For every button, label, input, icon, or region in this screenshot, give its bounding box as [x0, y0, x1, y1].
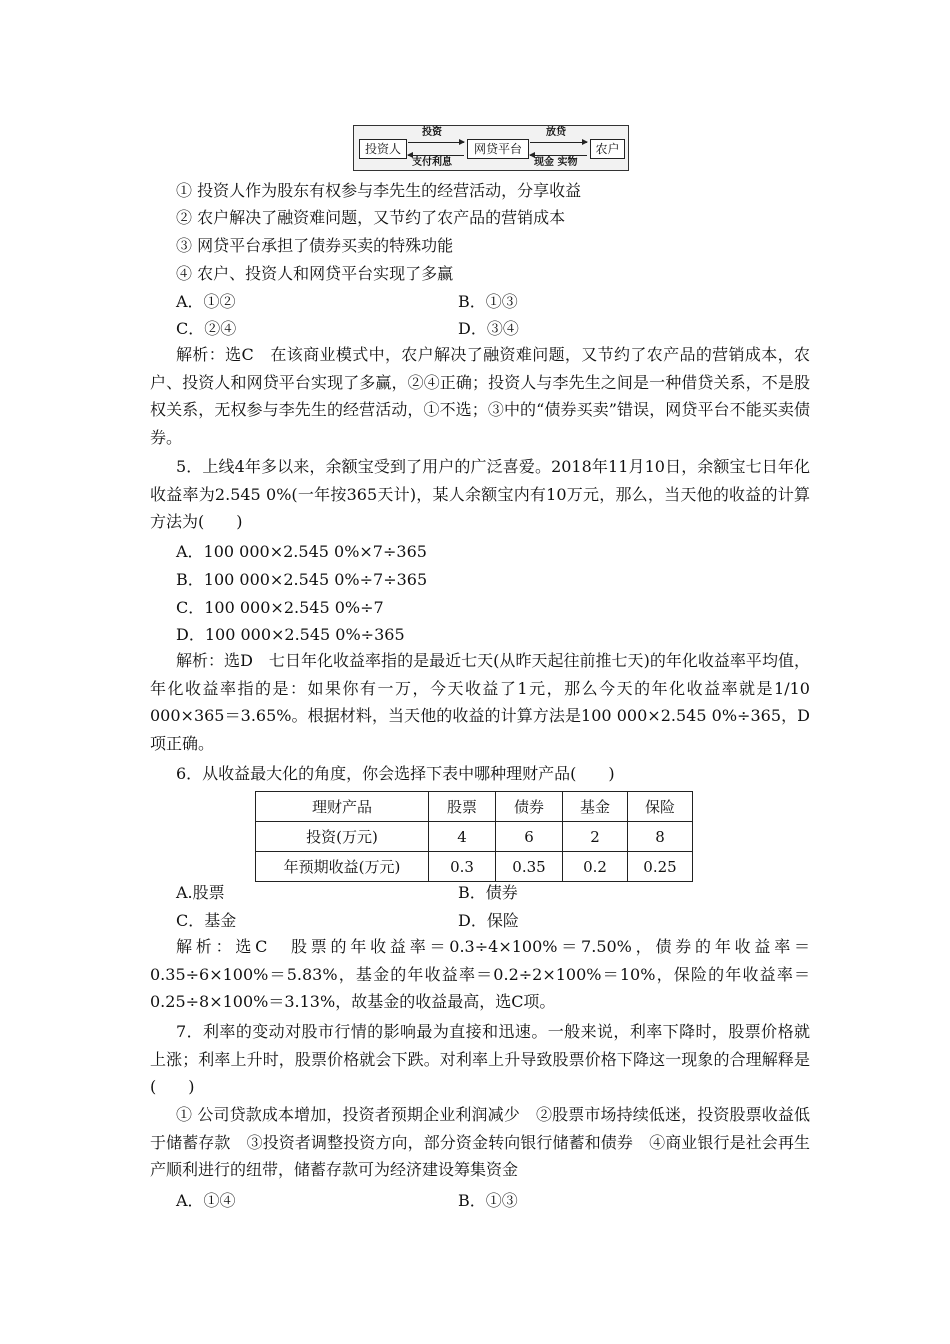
loan-label: 放贷 — [546, 127, 566, 138]
table-header-row — [256, 792, 693, 822]
cash-label: 现金 实物 — [534, 157, 578, 168]
q6-option-a: A.股票 — [176, 883, 225, 902]
table-cell: 6 — [496, 822, 563, 852]
q4-analysis: 解析：选C 在该商业模式中，农户解决了融资难问题，又节约了农产品的营销成本，农户、投资人和网贷平台实现了多赢，②④正确；投资人与李先生之间是一种借贷关系，不是股权关系，无权参与李先生的经营活动，①不选；③中的“债券买卖”错误，网贷平台不能买卖债券。 — [150, 345, 810, 447]
invest-arrow — [408, 142, 464, 143]
q7-option-b: B．①③ — [458, 1191, 518, 1210]
table-cell: 0.3 — [429, 852, 496, 882]
interest-arrow — [408, 155, 464, 156]
q6-analysis: 解析：选C 股票的年收益率＝0.3÷4×100%＝7.50%，债券的年收益率＝0.35÷6×100%＝5.83%，基金的年收益率＝0.2÷2×100%＝10%，保险的年收益率＝0.25÷8×100%＝3.13%，故基金的收益最高，选C项。 — [150, 937, 810, 1011]
q5-option-c: C．100 000×2.545 0%÷7 — [176, 598, 384, 617]
q4-option-a: A．①② — [176, 292, 236, 311]
flow-diagram — [353, 125, 629, 171]
q5-analysis: 解析：选D 七日年化收益率指的是最近七天(从昨天起往前推七天)的年化收益率平均值，年化收益率指的是：如果你有一万，今天收益了1元，那么今天的年化收益率就是1/10 000×365＝3.65%。根据材料，当天他的收益的计算方法是100 000×2.545 0%÷365，D项正确。 — [150, 651, 810, 753]
table-header-cell: 基金 — [563, 792, 628, 822]
table-cell: 4 — [429, 822, 496, 852]
table-cell: 年预期收益(万元) — [256, 852, 429, 882]
q5-option-b: B．100 000×2.545 0%÷7÷365 — [176, 570, 428, 589]
interest-label: 支付利息 — [412, 157, 452, 168]
loan-arrow — [530, 142, 587, 143]
q6-option-d: D．保险 — [458, 911, 519, 930]
table-cell: 0.2 — [563, 852, 628, 882]
q6-option-b: B．债券 — [458, 883, 518, 902]
finance-products-table — [255, 791, 693, 882]
q5-option-d: D．100 000×2.545 0%÷365 — [176, 625, 405, 644]
table-row — [256, 852, 693, 882]
cash-arrow — [530, 155, 587, 156]
q4-option-c: C．②④ — [176, 319, 237, 338]
table-header-cell: 理财产品 — [256, 792, 429, 822]
table-cell: 投资(万元) — [256, 822, 429, 852]
q6-stem: 6．从收益最大化的角度，你会选择下表中哪种理财产品( ) — [176, 764, 615, 783]
table-header-cell: 债券 — [496, 792, 563, 822]
farmer-box: 农户 — [590, 139, 625, 159]
q4-option-d: D．③④ — [458, 319, 519, 338]
q7-stem: 7．利率的变动对股市行情的影响最为直接和迅速。一般来说，利率下降时，股票价格就上涨；利率上升时，股票价格就会下跌。对利率上升导致股票价格下降这一现象的合理解释是( ) — [150, 1022, 810, 1096]
platform-box: 网贷平台 — [467, 139, 529, 159]
table-row — [256, 822, 693, 852]
q7-option-a: A．①④ — [176, 1191, 236, 1210]
q4-item-1: ① 投资人作为股东有权参与李先生的经营活动，分享收益 — [176, 181, 582, 200]
table-header-cell: 保险 — [628, 792, 693, 822]
q4-item-3: ③ 网贷平台承担了债券买卖的特殊功能 — [176, 236, 454, 255]
q6-option-c: C．基金 — [176, 911, 237, 930]
investor-box: 投资人 — [359, 139, 407, 159]
invest-label: 投资 — [422, 127, 442, 138]
q4-option-b: B．①③ — [458, 292, 518, 311]
table-cell: 2 — [563, 822, 628, 852]
table-cell: 0.25 — [628, 852, 693, 882]
table-cell: 0.35 — [496, 852, 563, 882]
q4-item-4: ④ 农户、投资人和网贷平台实现了多赢 — [176, 264, 454, 283]
q7-items: ① 公司贷款成本增加，投资者预期企业利润减少 ②股票市场持续低迷，投资股票收益低于储蓄存款 ③投资者调整投资方向，部分资金转向银行储蓄和债券 ④商业银行是社会再生产顺利进行的纽带，储蓄存款可为经济建设筹集资金 — [150, 1105, 810, 1179]
q5-option-a: A．100 000×2.545 0%×7÷365 — [176, 542, 427, 561]
q5-stem: 5．上线4年多以来，余额宝受到了用户的广泛喜爱。2018年11月10日，余额宝七日年化收益率为2.545 0%(一年按365天计)，某人余额宝内有10万元，那么，当天他的收益的计算方法为( ) — [150, 457, 810, 531]
table-cell: 8 — [628, 822, 693, 852]
q4-item-2: ② 农户解决了融资难问题，又节约了农产品的营销成本 — [176, 208, 566, 227]
table-header-cell: 股票 — [429, 792, 496, 822]
